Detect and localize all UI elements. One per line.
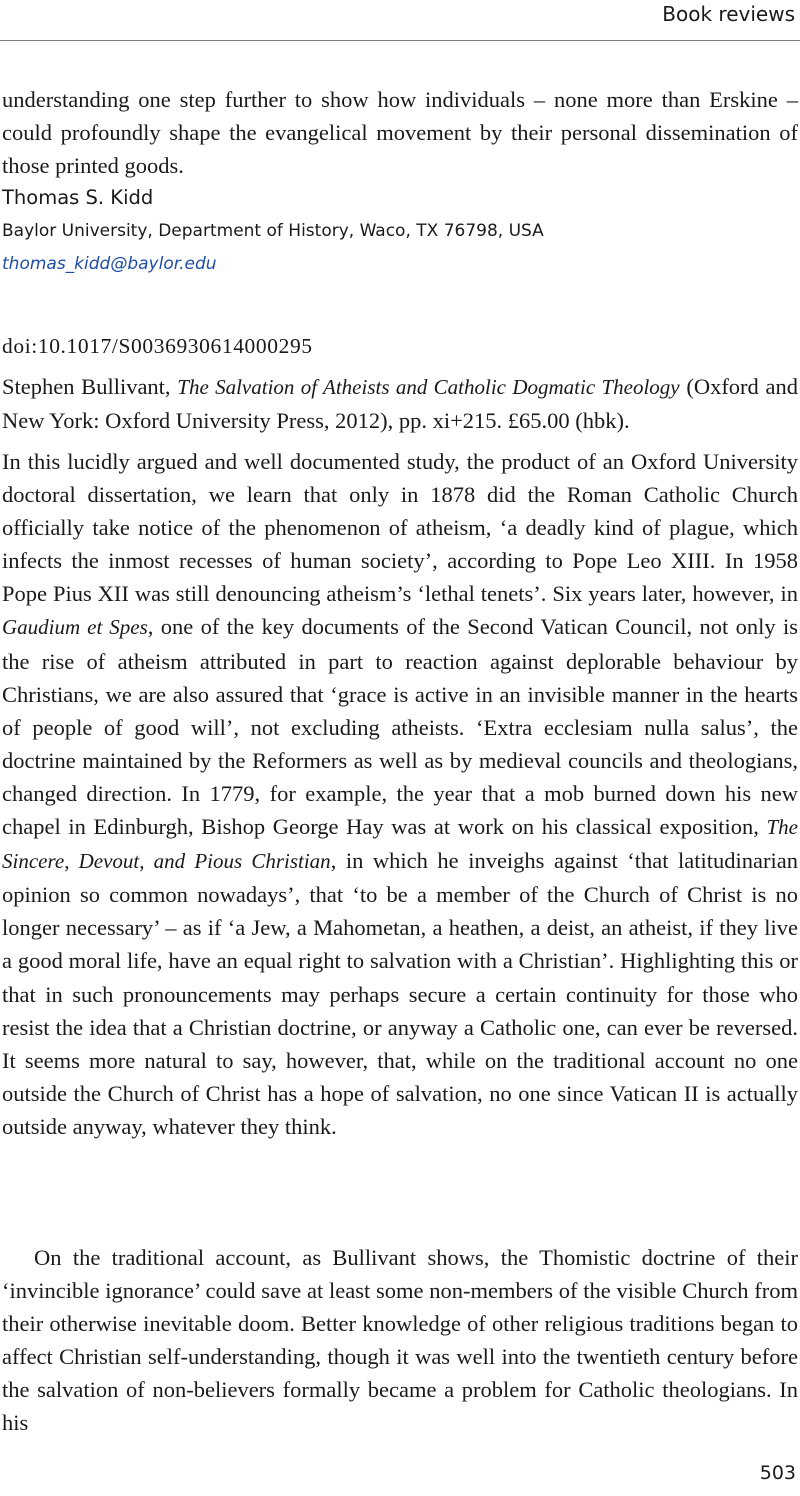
reviewer-email-link[interactable]: thomas_kidd@baylor.edu [2,254,217,274]
book-reference [2,370,798,437]
review-paragraph-2: On the traditional account, as Bullivant shows, the Thomistic doctrine of their ‘invincible ignorance’ could save at least some non-members of the visible Church from their otherwise inevitable doom. Better knowledge of other religious traditions began to affect Christian self-understanding, though it was well into the twentieth century before the salvation of non-believers formally became a problem for Catholic theologians. In his [2,1245,798,1436]
page-header [0,0,800,41]
italic-title: Gaudium et Spes [2,615,148,640]
reviewer-name: Thomas S. Kidd [2,186,154,209]
doi[interactable]: doi:10.1017/S0036930614000295 [2,334,313,358]
paragraph-text: In this lucidly argued and well documented study, the product of an Oxford University doctoral dissertation, we learn that only in 1878 did the Roman Catholic Church officially take notice of the phenomenon of atheism, ‘a deadly kind of plague, which infects the inmost recesses of human society’, according to Pope Leo XIII. In 1958 Pope Pius XII was still denouncing atheism’s ‘lethal tenets’. Six years later, however, in [2,449,798,607]
reviewer-affiliation: Baylor University, Department of History, Waco, TX 76798, USA [2,221,544,241]
paragraph-text: , one of the key documents of the Second Vatican Council, not only is the rise of atheism attributed in part to reaction against deplorable behaviour by Christians, we are also assured that ‘grace is active in an invisible manner in the hearts of people of good will’, not excluding atheists. ‘Extra ecclesiam nulla salus’, the doctrine maintained by the Reformers as well as by medieval councils and theologians, changed direction. In 1779, for example, the year that a mob burned down his new chapel in Edinburgh, Bishop George Hay was at work on his classical exposition, [2,614,798,840]
page-number: 503 [759,1462,796,1484]
book-publication: (Oxford and New York: Oxford University Press, 2012), pp. xi+215. £65.00 (hbk). [2,374,798,434]
previous-review-closing-text: understanding one step further to show how individuals – none more than Erskine – could profoundly shape the evangelical movement by their personal dissemination of those printed goods. [2,87,798,179]
paragraph-text: , in which he inveighs against ‘that latitudinarian opinion so common nowadays’, that ‘to be a member of the Church of Christ is no longer necessary’ – as if ‘a Jew, a Mahometan, a heathen, a deist, an atheist, if they live a good moral life, have an equal right to salvation with a Christian’. Highlighting this or that in such pronouncements may perhaps secure a certain continuity for those who resist the idea that a Christian doctrine, or anyway a Catholic one, can ever be reversed. It seems more natural to say, however, that, while on the traditional account no one outside the Church of Christ has a hope of salvation, no one since Vatican II is actually outside anyway, whatever they think. [2,848,798,1139]
running-head: Book reviews [662,2,795,26]
review-paragraph-1 [2,445,798,1143]
italic-title: The Sincere, Devout, and Pious Christian [2,815,798,874]
book-title: The Salvation of Atheists and Catholic Dogmatic Theology [177,375,680,399]
book-author: Stephen Bullivant, [2,374,178,399]
